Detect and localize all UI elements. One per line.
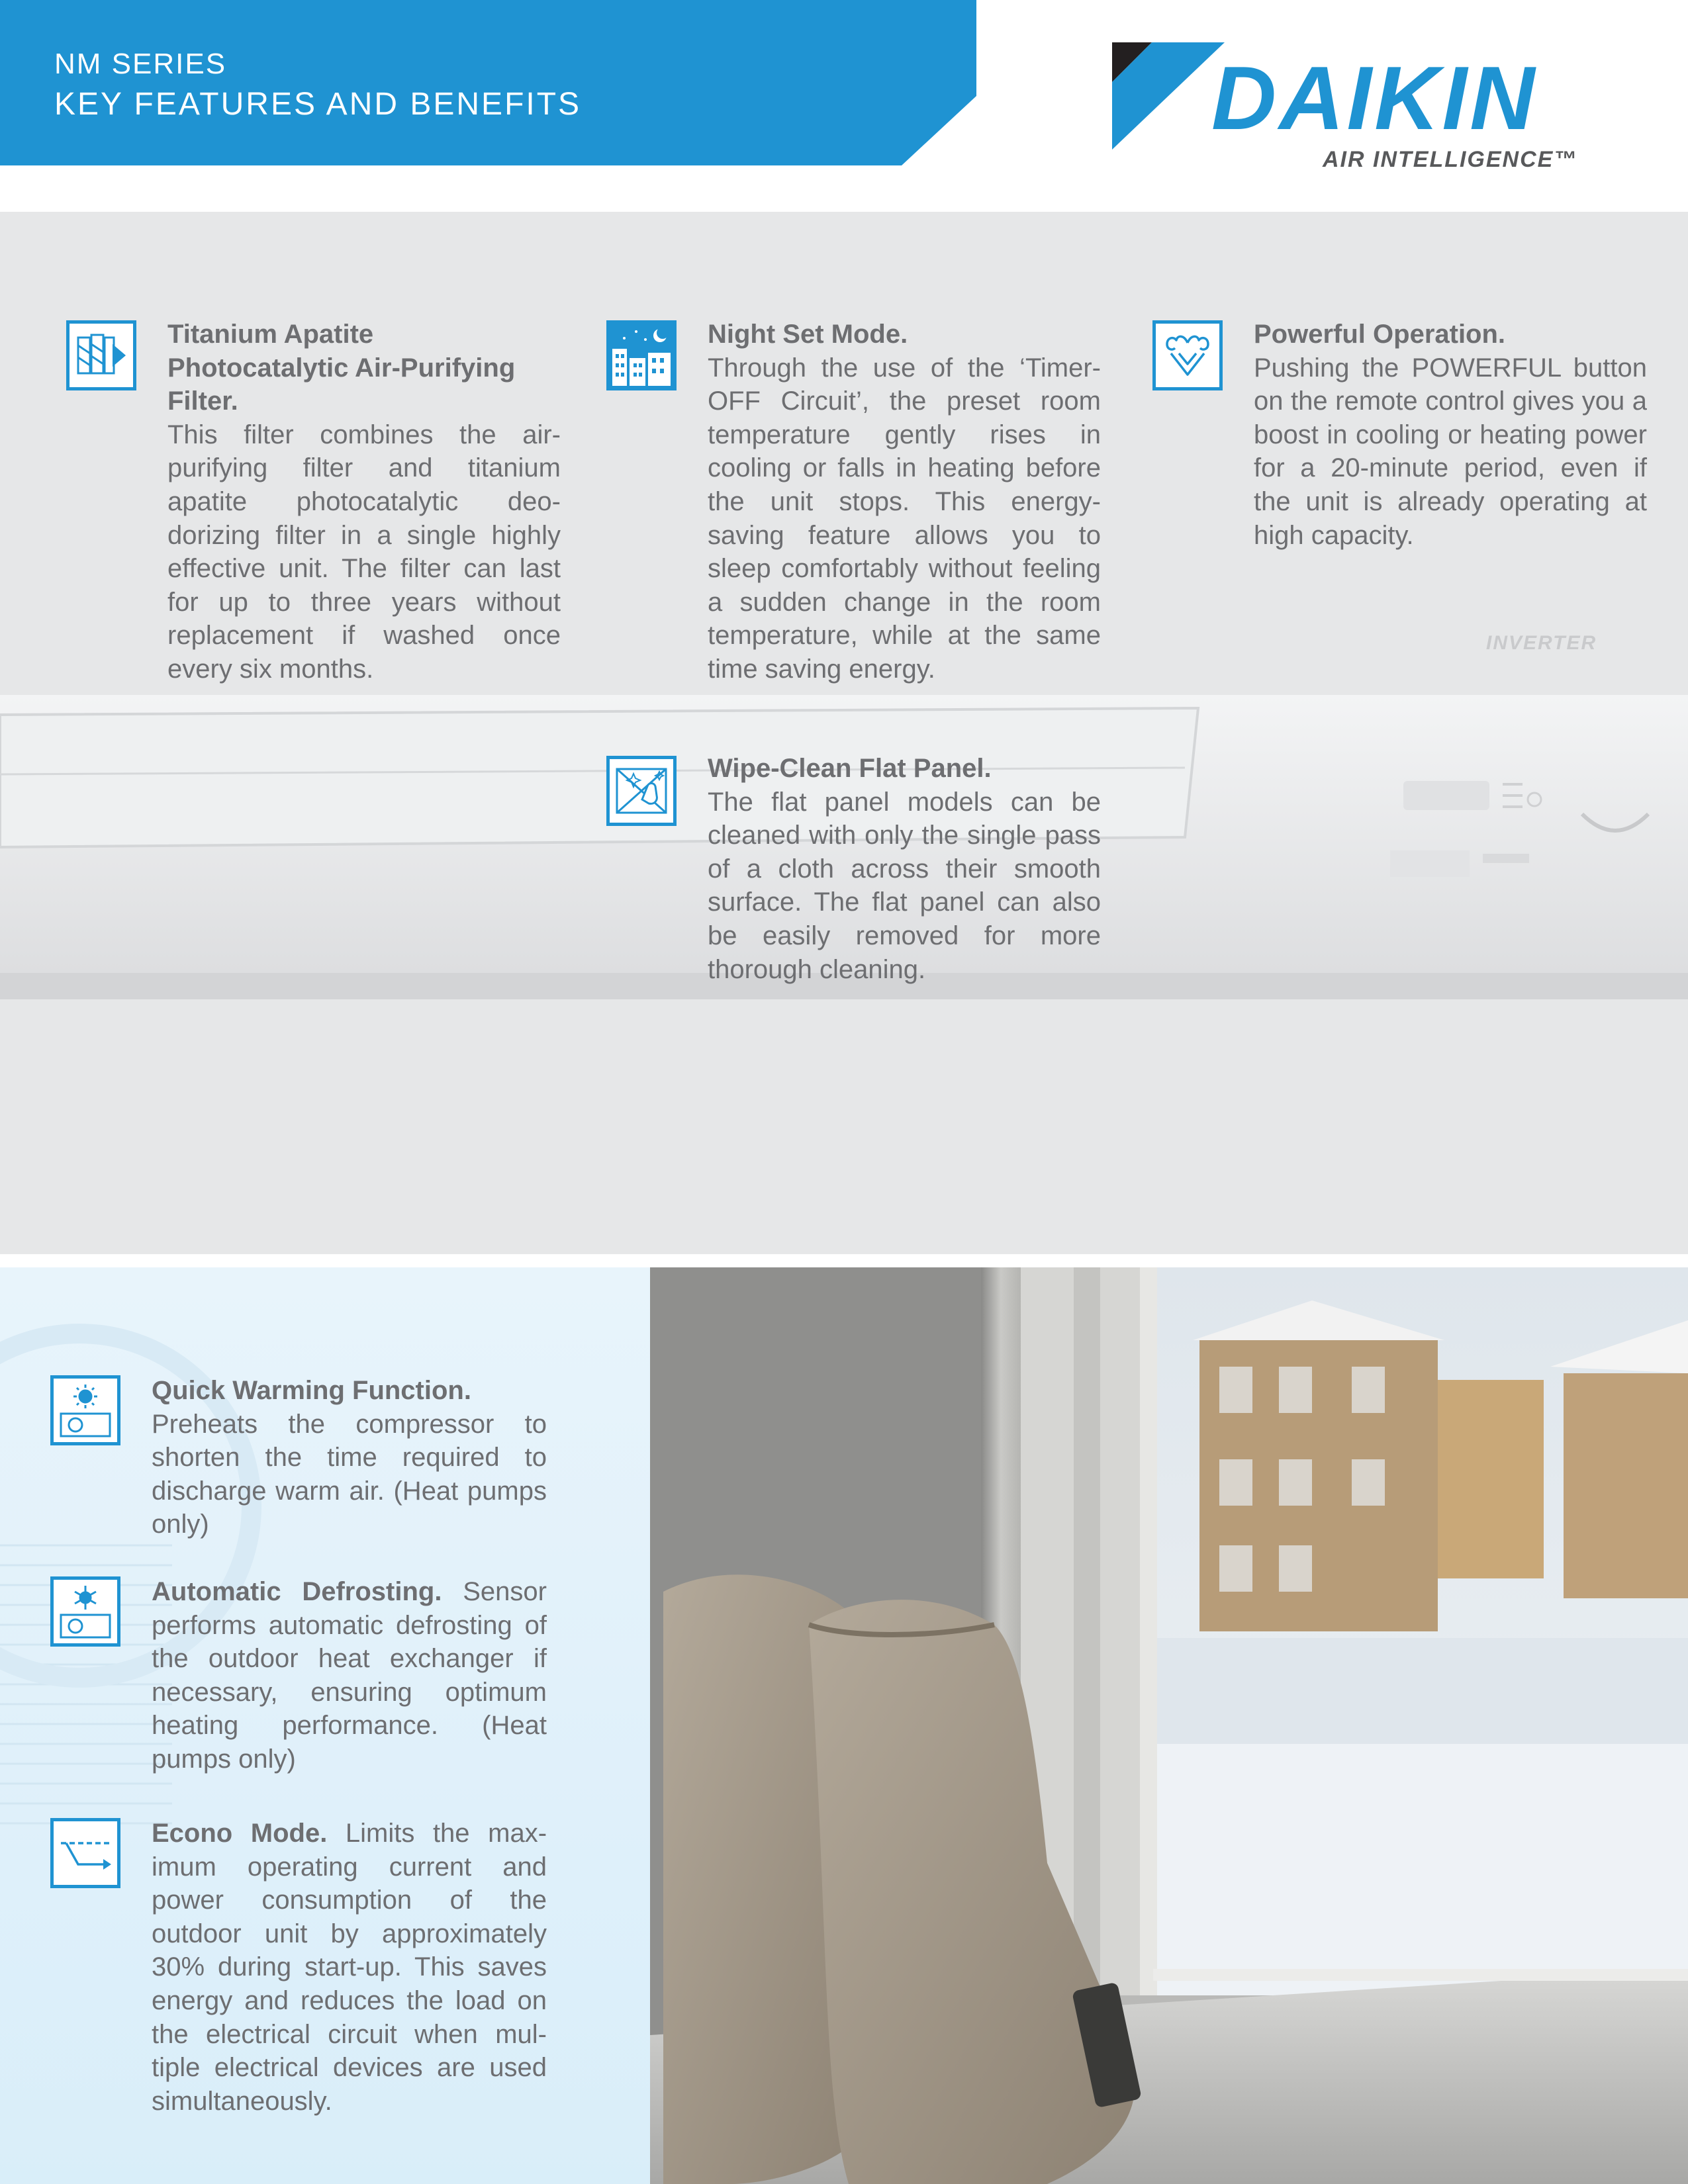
econo-icon (56, 1823, 115, 1883)
feature-body: Through the use of the ‘Timer-OFF Circuit’, the preset room temperature gently rises in cooling or falls in heating before the unit stops. This energy-saving feature allows you to sleep comfortably without feeling a sudden change in the room temperature, while at the same time saving energy. (708, 353, 1101, 684)
feature-body: Preheats the compressor to shorten the time required to discharge warm air. (Heat pumps only) (152, 1409, 547, 1539)
brand-tagline: AIR INTELLIGENCE™ (1323, 147, 1578, 172)
feature-icon-quick-warming (50, 1375, 120, 1445)
feature-body: Limits the max-imum operating current and power consumption of the outdoor unit by approximately 30% during start-up. This saves energy and reduces the load on the electrical circuit when mul-tiple electrical devices are used simultaneously. (152, 1819, 547, 2116)
feature-econo (152, 1817, 547, 2118)
feature-titanium-filter (167, 318, 561, 686)
feature-wipe-clean (708, 752, 1101, 986)
feature-body: The flat panel models can be cleaned with only the single pass of a cloth across their smooth surface. The flat panel can also be easily removed for more thorough cleaning. (708, 787, 1101, 984)
feature-title: Wipe-Clean Flat Panel. (708, 754, 992, 783)
feature-powerful (1254, 318, 1647, 552)
defrost-unit-icon (56, 1582, 115, 1641)
winter-boots-photo (650, 1267, 1688, 2184)
air-filter-icon (71, 326, 131, 385)
wipe-clean-icon (612, 761, 671, 821)
brand-logo (1112, 42, 1615, 181)
feature-body: This filter combines the air-purifying filter and titanium apatite photocatalytic deo-dorizing filter in a single highly effective unit. The filter can last for up to three years without replacement if washed once every six months. (167, 420, 561, 684)
feature-title: Night Set Mode. (708, 320, 908, 349)
felt-boots-window-icon (650, 1267, 1688, 2184)
sun-unit-icon (56, 1381, 115, 1440)
feature-icon-filter (66, 320, 136, 390)
page-title: KEY FEATURES AND BENEFITS (54, 87, 582, 122)
feature-title: Titanium Apatite Photocatalytic Air-Purifying Filter. (167, 320, 516, 416)
night-city-icon (610, 324, 673, 387)
feature-night-set (708, 318, 1101, 686)
powerful-icon (1158, 326, 1217, 385)
feature-body: Pushing the POWERFUL button on the remote control gives you a boost in cooling or heating power for a 20-minute period, even if the unit is already operating at high capacity. (1254, 353, 1647, 550)
feature-icon-defrosting (50, 1576, 120, 1647)
feature-title: Econo Mode. (152, 1819, 346, 1848)
feature-title: Automatic Defrosting. (152, 1577, 463, 1606)
feature-auto-defrost (152, 1575, 547, 1776)
logo-mark-icon (1112, 42, 1225, 150)
feature-quick-warming (152, 1374, 547, 1541)
inverter-badge: INVERTER (1486, 632, 1597, 654)
feature-icon-wipe (606, 756, 677, 826)
feature-title: Powerful Operation. (1254, 320, 1506, 349)
feature-title: Quick Warming Function. (152, 1376, 471, 1405)
feature-icon-powerful (1152, 320, 1223, 390)
header-band (0, 0, 976, 165)
feature-icon-night (606, 320, 677, 390)
series-title: NM SERIES (54, 48, 227, 80)
feature-icon-econo (50, 1818, 120, 1888)
feature-body: Sensor performs automatic defrosting of the outdoor heat exchanger if necessary, ensuring optimum heating performance. (Heat pumps only) (152, 1577, 547, 1774)
brand-wordmark: DAIKIN (1211, 48, 1538, 148)
